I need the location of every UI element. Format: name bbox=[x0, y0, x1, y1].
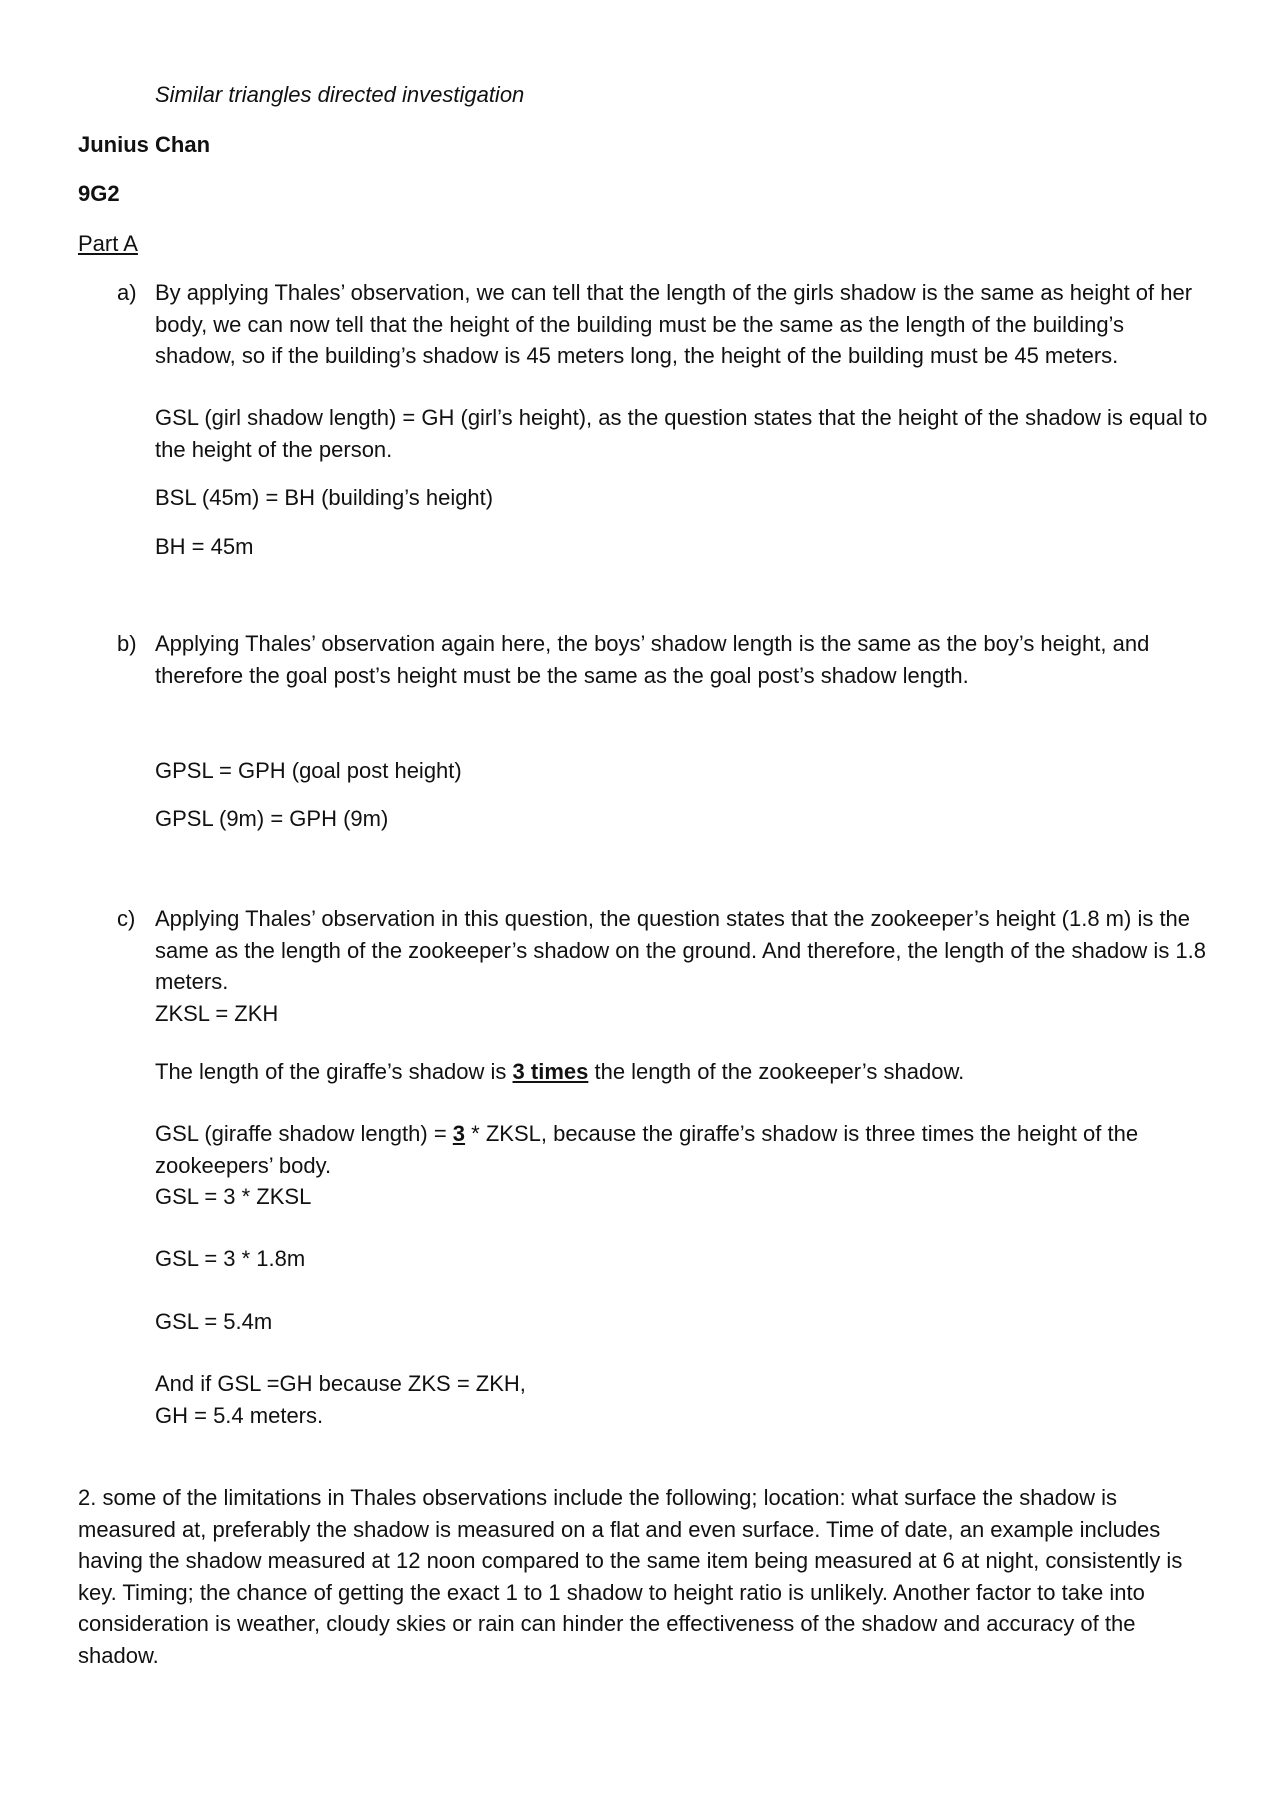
answer-c-line: meters. bbox=[155, 969, 229, 994]
answer-a-line: shadow, so if the building’s shadow is 45 meters long, the height of the building must be 45 meters. bbox=[155, 343, 1119, 368]
limitations-line: 2. some of the limitations in Thales observations include the following; location: what surface the shadow is bbox=[78, 1485, 1118, 1510]
limitations-line: key. Timing; the chance of getting the exact 1 to 1 shadow to height ratio is unlikely. Another factor to take into bbox=[78, 1579, 1145, 1605]
answer-a-line: body, we can now tell that the height of the building must be the same as the length of the building’s bbox=[155, 311, 1125, 337]
answer-b-paragraph bbox=[155, 628, 1149, 691]
limitations-line: having the shadow measured at 12 noon compared to the same item being measured at 6 at night, consistently is bbox=[78, 1548, 1183, 1573]
author-name: Junius Chan bbox=[78, 132, 211, 157]
bh-equation: BH = 45m bbox=[155, 534, 254, 559]
giraffe-text-pre: The length of the giraffe’s shadow is bbox=[155, 1059, 513, 1084]
document-title: Similar triangles directed investigation bbox=[155, 82, 525, 107]
gsl-line: the height of the person. bbox=[155, 436, 393, 462]
list-marker-b: b) bbox=[117, 631, 137, 656]
gsl-line: GSL (girl shadow length) = GH (girl’s height), as the question states that the height of the shadow is equal to bbox=[155, 405, 1208, 430]
gsl-definition-line bbox=[155, 1118, 1138, 1150]
conclusion-line-2: GH = 5.4 meters. bbox=[155, 1402, 324, 1428]
gsl-equation-1: GSL = 3 * ZKSL bbox=[155, 1184, 312, 1209]
list-marker-c: c) bbox=[117, 906, 136, 931]
limitations-line: measured at, preferably the shadow is measured on a flat and even surface. Time of date, an example includes bbox=[78, 1516, 1161, 1542]
bsl-equation: BSL (45m) = BH (building’s height) bbox=[155, 485, 494, 510]
gsl-equation-3: GSL = 5.4m bbox=[155, 1309, 273, 1334]
limitations-line: shadow. bbox=[78, 1642, 159, 1668]
giraffe-shadow-statement bbox=[155, 1056, 964, 1088]
giraffe-text-post: the length of the zookeeper’s shadow. bbox=[588, 1059, 965, 1084]
gsl-equation-2: GSL = 3 * 1.8m bbox=[155, 1246, 306, 1271]
limitations-line: consideration is weather, cloudy skies or rain can hinder the effectiveness of the shadow and accuracy of the bbox=[78, 1611, 1136, 1636]
answer-b-line: Applying Thales’ observation again here, the boys’ shadow length is the same as the boy’s height, and bbox=[155, 631, 1150, 656]
answer-c-line: Applying Thales’ observation in this question, the question states that the zookeeper’s height (1.8 m) is the bbox=[155, 906, 1191, 931]
answer-a-line: By applying Thales’ observation, we can tell that the length of the girls shadow is the same as height of her bbox=[155, 280, 1193, 305]
gsl-def-post: * ZKSL, because the giraffe’s shadow is three times the height of the bbox=[465, 1121, 1139, 1146]
zksl-equation: ZKSL = ZKH bbox=[155, 1000, 279, 1026]
answer-c-line: same as the length of the zookeeper’s shadow on the ground. And therefore, the length of the shadow is 1.8 bbox=[155, 937, 1207, 963]
gsl-explanation bbox=[155, 402, 1207, 465]
conclusion-block bbox=[155, 1368, 526, 1431]
three-times-emphasis: 3 times bbox=[512, 1059, 589, 1084]
section-heading: Part A bbox=[78, 231, 138, 256]
answer-c-paragraph bbox=[155, 903, 1206, 1029]
gsl-definition-line-2: zookeepers’ body. bbox=[155, 1152, 332, 1178]
gsl-definition bbox=[155, 1118, 1138, 1213]
conclusion-line-1: And if GSL =GH because ZKS = ZKH, bbox=[155, 1371, 526, 1396]
gpsl-equation-2: GPSL (9m) = GPH (9m) bbox=[155, 806, 389, 831]
limitations-paragraph bbox=[78, 1482, 1182, 1671]
class-code: 9G2 bbox=[78, 181, 120, 206]
gsl-def-pre: GSL (giraffe shadow length) = bbox=[155, 1121, 453, 1146]
gpsl-equation-1: GPSL = GPH (goal post height) bbox=[155, 758, 462, 783]
answer-b-line: therefore the goal post’s height must be the same as the goal post’s shadow length. bbox=[155, 662, 969, 688]
three-emphasis: 3 bbox=[452, 1121, 466, 1146]
list-marker-a: a) bbox=[117, 280, 137, 305]
answer-a-paragraph bbox=[155, 277, 1192, 372]
